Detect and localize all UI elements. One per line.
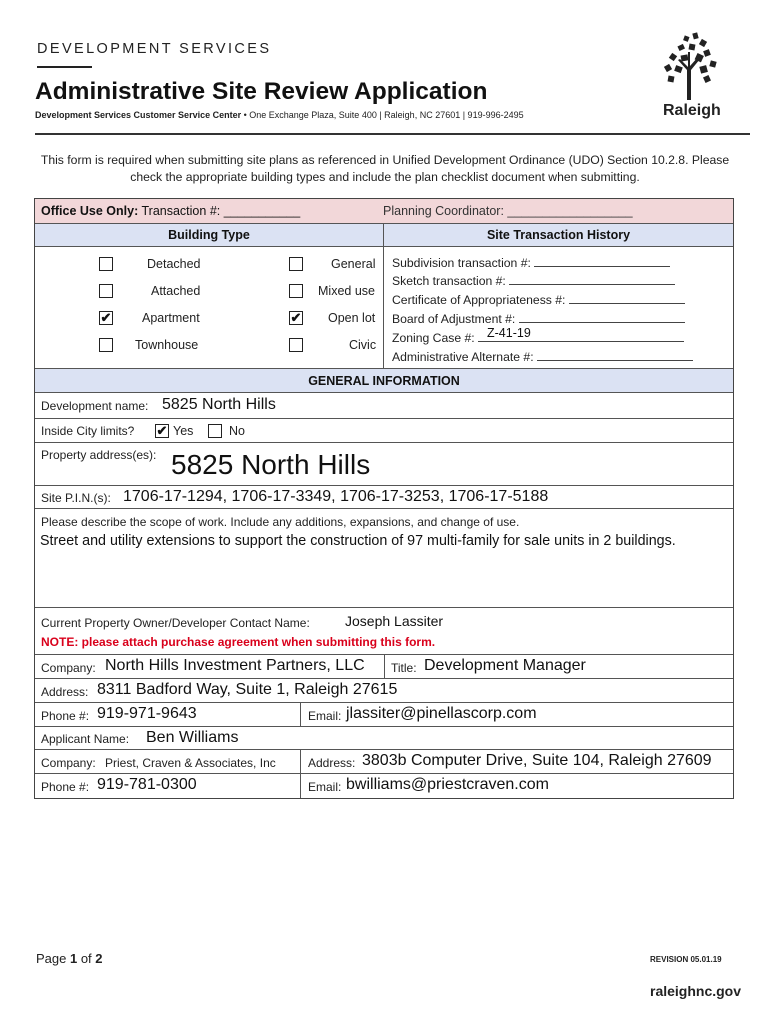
- page-prefix: Page: [36, 951, 70, 966]
- detached-checkbox[interactable]: [99, 257, 113, 271]
- building-type-section: [35, 247, 733, 369]
- applicant-phone-row: [35, 774, 733, 798]
- applicant-email-value[interactable]: bwilliams@priestcraven.com: [346, 776, 549, 793]
- applicant-address-value[interactable]: 3803b Computer Drive, Suite 104, Raleigh 27609: [362, 752, 712, 769]
- property-address-row: [35, 443, 733, 486]
- header-divider: [35, 133, 750, 135]
- inside-city-limits-row: [35, 419, 733, 443]
- attached-label: Attached: [151, 284, 201, 298]
- civic-label: Civic: [349, 338, 377, 352]
- applicant-name-value[interactable]: Ben Williams: [146, 729, 239, 746]
- townhouse-checkbox[interactable]: [99, 338, 113, 352]
- owner-email-value[interactable]: jlassiter@pinellascorp.com: [346, 705, 537, 722]
- attached-checkbox[interactable]: [99, 284, 113, 298]
- applicant-company-row: [35, 750, 733, 774]
- development-name-row: [35, 393, 733, 419]
- administrative-alternate-blank: [537, 349, 693, 361]
- development-name-label: Development name:: [41, 399, 149, 413]
- zoning-case-value: Z-41-19: [487, 326, 531, 340]
- owner-address-value[interactable]: 8311 Badford Way, Suite 1, Raleigh 27615: [97, 681, 398, 698]
- owner-address-row: [35, 679, 733, 703]
- owner-company-label: Company:: [41, 661, 96, 675]
- transaction-number-field: Transaction #: ___________: [138, 204, 301, 218]
- zoning-case-label: Zoning Case #:: [392, 331, 475, 345]
- department-underline: [37, 66, 92, 68]
- section-separator: [383, 247, 384, 368]
- general-checkbox[interactable]: [289, 257, 303, 271]
- application-form: [34, 198, 734, 799]
- building-type-header: [35, 224, 733, 247]
- raleigh-logo-text: Raleigh: [663, 102, 721, 119]
- owner-title-label: Title:: [391, 661, 417, 675]
- site-pin-row: [35, 486, 733, 509]
- owner-email-label: Email:: [308, 709, 342, 723]
- department-name: DEVELOPMENT SERVICES: [37, 41, 272, 57]
- planning-coordinator-field: Planning Coordinator: __________________: [383, 204, 633, 218]
- site-transaction-history-heading: Site Transaction History: [486, 228, 631, 242]
- development-name-value[interactable]: 5825 North Hills: [162, 396, 276, 413]
- property-owner-value[interactable]: Joseph Lassiter: [345, 613, 444, 629]
- mixed-use-checkbox[interactable]: [289, 284, 303, 298]
- page-title: Administrative Site Review Application: [35, 78, 488, 105]
- general-information-header: [35, 369, 733, 393]
- general-information-heading: GENERAL INFORMATION: [308, 374, 460, 388]
- building-type-heading: Building Type: [168, 228, 250, 242]
- page-total: 2: [95, 951, 103, 966]
- property-address-label: Property address(es):: [41, 448, 157, 462]
- applicant-phone-value[interactable]: 919-781-0300: [97, 776, 197, 793]
- open-lot-checkbox[interactable]: ✔: [290, 310, 302, 325]
- certificate-appropriateness-field[interactable]: [392, 292, 685, 307]
- owner-title-value[interactable]: Development Manager: [424, 657, 586, 674]
- raleigh-tree-logo-icon: [656, 30, 722, 100]
- contact-line: [35, 110, 524, 120]
- applicant-address-label: Address:: [308, 756, 356, 770]
- subdivision-transaction-blank: [534, 255, 670, 267]
- open-lot-label: Open lot: [328, 311, 376, 325]
- owner-address-label: Address:: [41, 685, 89, 699]
- owner-company-value[interactable]: North Hills Investment Partners, LLC: [105, 657, 365, 674]
- intro-text: This form is required when submitting site plans as referenced in Unified Development Ordinance (UDO) Section 10.2.8. Please check the appropriate building types and include the plan checklist document when submitting.: [40, 153, 730, 184]
- inside-city-yes-label: Yes: [173, 424, 194, 438]
- general-label: General: [331, 257, 376, 271]
- sketch-transaction-label: Sketch transaction #:: [392, 274, 506, 288]
- site-pin-label: Site P.I.N.(s):: [41, 491, 111, 505]
- owner-phone-label: Phone #:: [41, 709, 90, 723]
- board-of-adjustment-blank: [519, 311, 685, 323]
- page-of: of: [77, 951, 96, 966]
- applicant-phone-label: Phone #:: [41, 780, 90, 794]
- field-divider: [300, 750, 301, 774]
- inside-city-no-checkbox[interactable]: [208, 424, 222, 438]
- property-address-value[interactable]: 5825 North Hills: [171, 449, 371, 480]
- website-link[interactable]: raleighnc.gov: [650, 983, 742, 999]
- mixed-use-label: Mixed use: [318, 284, 375, 298]
- page-number: [36, 951, 103, 966]
- detached-label: Detached: [147, 257, 201, 271]
- field-divider: [384, 655, 385, 679]
- certificate-appropriateness-blank: [569, 292, 685, 304]
- townhouse-label: Townhouse: [135, 338, 199, 352]
- contact-center-name: Development Services Customer Service Center: [35, 110, 242, 120]
- property-owner-row: [35, 608, 733, 655]
- subdivision-transaction-field[interactable]: [392, 255, 670, 270]
- inside-city-yes-checkbox[interactable]: ✔: [156, 423, 168, 438]
- applicant-company-label: Company:: [41, 756, 96, 770]
- sketch-transaction-field[interactable]: [392, 273, 675, 288]
- scope-of-work-row: [35, 509, 733, 608]
- apartment-checkbox[interactable]: ✔: [100, 310, 112, 325]
- board-of-adjustment-field[interactable]: [392, 311, 685, 326]
- office-use-title: Office Use Only:: [41, 204, 139, 218]
- property-owner-label: Current Property Owner/Developer Contact Name:: [41, 616, 310, 630]
- contact-address: • One Exchange Plaza, Suite 400 | Raleigh, NC 27601 | 919-996-2495: [241, 110, 524, 120]
- scope-of-work-value[interactable]: Street and utility extensions to support the construction of 97 multi-family for sale units in 2 buildings.: [40, 533, 676, 549]
- administrative-alternate-field[interactable]: [392, 349, 693, 364]
- board-of-adjustment-label: Board of Adjustment #:: [392, 312, 516, 326]
- scope-of-work-label: Please describe the scope of work. Include any additions, expansions, and change of use.: [41, 515, 520, 529]
- inside-city-limits-label: Inside City limits?: [41, 424, 135, 438]
- field-divider: [300, 774, 301, 798]
- subdivision-transaction-label: Subdivision transaction #:: [392, 256, 531, 270]
- inside-city-no-label: No: [229, 424, 245, 438]
- office-use-row: [35, 199, 733, 224]
- purchase-agreement-note: NOTE: please attach purchase agreement when submitting this form.: [41, 635, 436, 649]
- page-current: 1: [69, 951, 78, 966]
- zoning-case-field[interactable]: [392, 330, 684, 345]
- field-divider: [300, 703, 301, 727]
- applicant-name-row: [35, 727, 733, 750]
- owner-phone-row: [35, 703, 733, 727]
- sketch-transaction-blank: [509, 273, 675, 285]
- applicant-email-label: Email:: [308, 780, 342, 794]
- certificate-appropriateness-label: Certificate of Appropriateness #:: [392, 293, 566, 307]
- applicant-company-value[interactable]: Priest, Craven & Associates, Inc: [105, 756, 276, 770]
- office-use-label: [41, 204, 300, 218]
- civic-checkbox[interactable]: [289, 338, 303, 352]
- applicant-name-label: Applicant Name:: [41, 732, 130, 746]
- owner-company-row: [35, 655, 733, 679]
- revision-label: REVISION 05.01.19: [650, 955, 722, 964]
- site-pin-value[interactable]: 1706-17-1294, 1706-17-3349, 1706-17-3253, 1706-17-5188: [123, 488, 549, 505]
- administrative-alternate-label: Administrative Alternate #:: [392, 350, 534, 364]
- owner-phone-value[interactable]: 919-971-9643: [97, 705, 197, 722]
- apartment-label: Apartment: [142, 311, 200, 325]
